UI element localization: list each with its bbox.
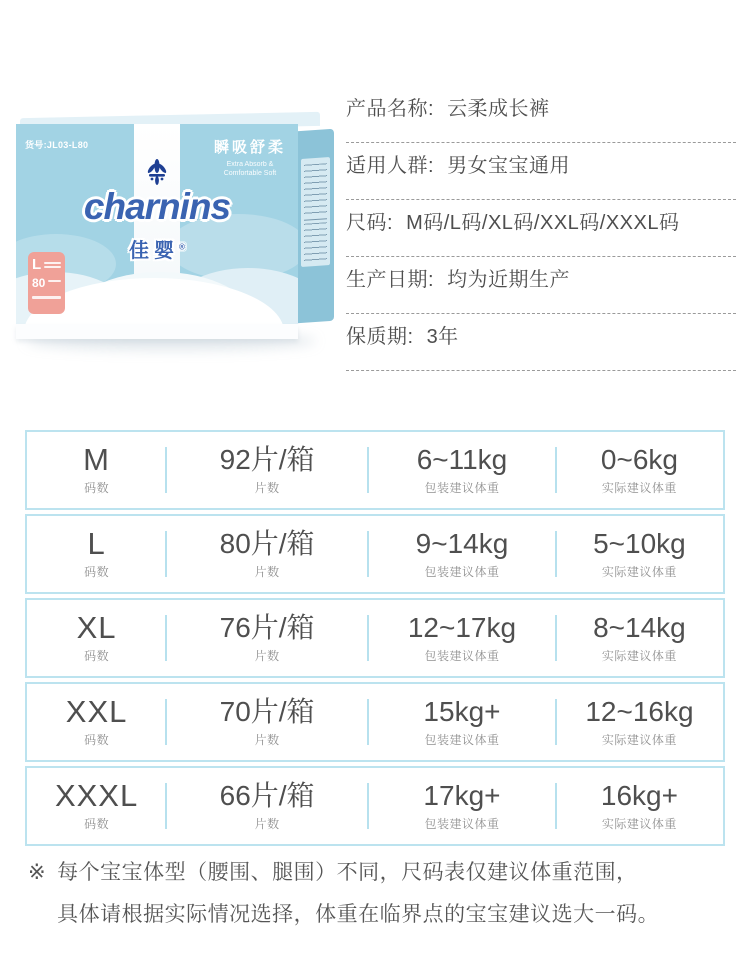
slogan-block	[214, 136, 286, 178]
cell-size: XXXL 码数	[27, 768, 166, 844]
table-row-m	[25, 430, 725, 510]
footnote-line-2: 具体请根据实际情况选择，体重在临界点的宝宝建议选大一码。	[57, 903, 660, 926]
table-row-l	[25, 514, 725, 594]
info-label: 适用人群:	[346, 155, 435, 177]
cell-count: 80片/箱 片数	[166, 516, 368, 592]
cell-count: 76片/箱 片数	[166, 600, 368, 676]
cell-actual-weight: 12~16kg 实际建议体重	[585, 695, 694, 747]
side-fineprint-lines	[304, 222, 327, 264]
footnote	[28, 852, 733, 936]
info-label: 生产日期:	[346, 269, 435, 291]
info-row-shelf-life	[346, 314, 736, 371]
box-side-info-panel	[301, 157, 330, 267]
badge-fineprint	[44, 260, 61, 270]
info-label: 保质期:	[346, 326, 414, 348]
badge-count: 80	[32, 276, 46, 290]
footnote-line-1: 每个宝宝体型（腰围、腿围）不同，尺码表仅建议体重范围，	[57, 861, 638, 884]
info-value: 3年	[426, 326, 459, 348]
cell-count: 66片/箱 片数	[166, 768, 368, 844]
brand-cn: 佳婴®	[129, 240, 185, 262]
table-row-xxl	[25, 682, 725, 762]
cell-package-weight: 12~17kg 包装建议体重	[368, 600, 556, 676]
size-count-badge	[28, 252, 65, 314]
box-front-face	[16, 124, 298, 324]
info-row-product-name	[346, 86, 736, 143]
cell-size: M 码数	[27, 432, 166, 508]
sku-text: 货号:JL03-L80	[25, 140, 89, 150]
box-bottom-edge	[16, 324, 298, 339]
table-row-xxxl	[25, 766, 725, 846]
footnote-text	[57, 852, 659, 936]
cell-package-weight: 6~11kg 包装建议体重	[368, 432, 556, 508]
table-row-xl	[25, 598, 725, 678]
brand-logo: charnins	[83, 186, 231, 227]
cell-package-weight: 17kg+ 包装建议体重	[368, 768, 556, 844]
cell-size: XXL 码数	[27, 684, 166, 760]
registered-mark: ®	[179, 242, 185, 252]
cell-package-weight: 15kg+ 包装建议体重	[368, 684, 556, 760]
product-info-list	[346, 86, 736, 371]
info-value: 男女宝宝通用	[447, 155, 571, 177]
cell-size: L 码数	[27, 516, 166, 592]
cell-actual-weight: 0~6kg 实际建议体重	[600, 443, 678, 495]
info-value: M码/L码/XL码/XXL码/XXXL码	[406, 212, 680, 234]
cell-actual-weight: 16kg+ 实际建议体重	[600, 779, 678, 831]
info-value: 均为近期生产	[447, 269, 571, 291]
info-row-audience	[346, 143, 736, 200]
badge-size: L	[32, 256, 42, 273]
cell-count: 92片/箱 片数	[166, 432, 368, 508]
cell-actual-weight: 5~10kg 实际建议体重	[593, 527, 686, 579]
info-value: 云柔成长裤	[447, 98, 550, 120]
badge-fineprint	[32, 296, 61, 299]
info-label: 尺码:	[346, 212, 394, 234]
cell-package-weight: 9~14kg 包装建议体重	[368, 516, 556, 592]
cell-actual-weight: 8~14kg 实际建议体重	[593, 611, 686, 663]
info-row-production-date	[346, 257, 736, 314]
footnote-marker: ※	[28, 861, 47, 884]
side-divider	[304, 218, 327, 221]
info-row-sizes	[346, 200, 736, 257]
side-fineprint-lines	[304, 163, 327, 217]
slogan-cn: 瞬吸舒柔	[213, 139, 286, 156]
info-label: 产品名称:	[346, 98, 435, 120]
size-table	[25, 430, 725, 850]
box-side-panel	[297, 129, 334, 324]
badge-fineprint	[48, 278, 61, 284]
product-box-image	[16, 112, 334, 352]
cell-size: XL 码数	[27, 600, 166, 676]
slogan-en: Extra Absorb & Comfortable Soft	[223, 161, 277, 177]
cell-count: 70片/箱 片数	[166, 684, 368, 760]
